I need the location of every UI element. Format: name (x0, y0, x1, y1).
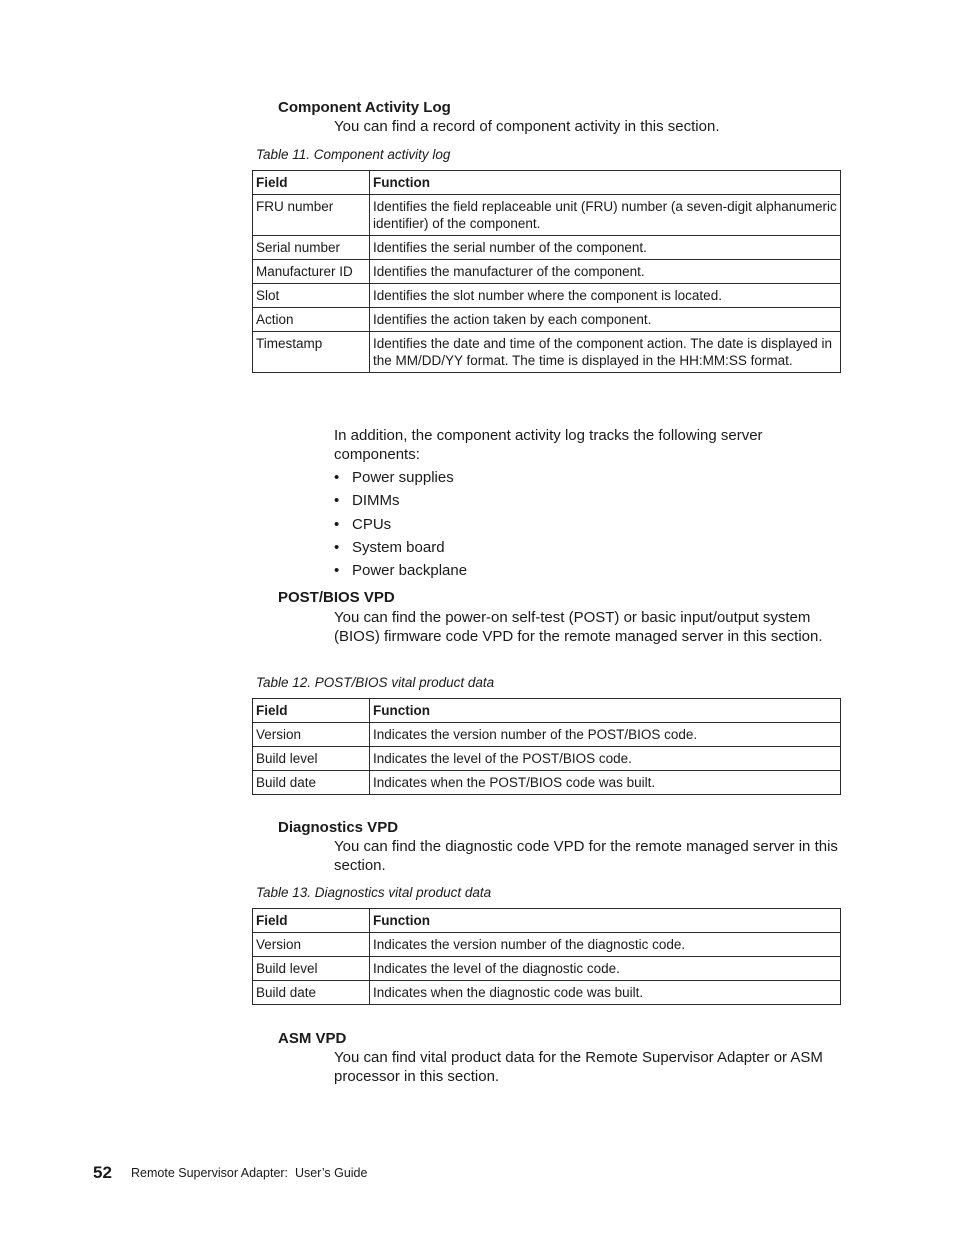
function-cell: Indicates when the diagnostic code was built. (370, 981, 841, 1005)
field-cell: Version (253, 933, 370, 957)
table-row (253, 260, 841, 284)
post-bios-table (252, 698, 841, 795)
field-cell: FRU number (253, 195, 370, 236)
field-cell: Version (253, 723, 370, 747)
section-heading-diagnostics-vpd: Diagnostics VPD (278, 819, 399, 836)
list-item: • Power backplane (334, 561, 467, 584)
list-item: • CPUs (334, 515, 467, 538)
table-caption: Table 11. Component activity log (256, 147, 451, 162)
diagnostics-table (252, 908, 841, 1005)
table-row (253, 284, 841, 308)
field-cell: Timestamp (253, 332, 370, 373)
table-caption: Table 12. POST/BIOS vital product data (256, 675, 495, 690)
page-number: 52 (93, 1163, 112, 1182)
section-heading-component-activity-log: Component Activity Log (278, 99, 451, 116)
function-cell: Identifies the action taken by each component. (370, 308, 841, 332)
section-heading-post-bios-vpd: POST/BIOS VPD (278, 589, 395, 606)
column-header-field: Field (253, 909, 370, 933)
column-header-field: Field (253, 699, 370, 723)
table-row (253, 195, 841, 236)
function-cell: Indicates when the POST/BIOS code was built. (370, 771, 841, 795)
list-item: • System board (334, 538, 467, 561)
section-intro: You can find a record of component activity in this section. (334, 118, 720, 135)
function-cell: Indicates the level of the diagnostic code. (370, 957, 841, 981)
field-cell: Build date (253, 981, 370, 1005)
field-cell: Action (253, 308, 370, 332)
footer-title: Remote Supervisor Adapter: User’s Guide (131, 1166, 368, 1180)
table-header-row (253, 909, 841, 933)
table-row (253, 747, 841, 771)
field-cell: Build level (253, 747, 370, 771)
list-item: • DIMMs (334, 491, 467, 514)
component-list-intro: In addition, the component activity log tracks the following server components: (334, 427, 763, 463)
field-cell: Build date (253, 771, 370, 795)
section-intro: You can find the diagnostic code VPD for the remote managed server in this section. (334, 838, 838, 874)
component-activity-table (252, 170, 841, 373)
field-cell: Slot (253, 284, 370, 308)
table-row (253, 957, 841, 981)
table-row (253, 933, 841, 957)
table-header-row (253, 171, 841, 195)
table-row (253, 332, 841, 373)
table-row (253, 236, 841, 260)
function-cell: Indicates the level of the POST/BIOS code. (370, 747, 841, 771)
table-row (253, 981, 841, 1005)
column-header-field: Field (253, 171, 370, 195)
list-item: • Power supplies (334, 468, 467, 491)
table-row (253, 771, 841, 795)
function-cell: Identifies the serial number of the component. (370, 236, 841, 260)
section-heading-asm-vpd: ASM VPD (278, 1030, 347, 1047)
column-header-function: Function (370, 909, 841, 933)
column-header-function: Function (370, 171, 841, 195)
table-row (253, 308, 841, 332)
field-cell: Build level (253, 957, 370, 981)
function-cell: Indicates the version number of the POST/BIOS code. (370, 723, 841, 747)
function-cell: Identifies the slot number where the component is located. (370, 284, 841, 308)
component-bullet-list (334, 468, 467, 584)
function-cell: Identifies the date and time of the component action. The date is displayed in the MM/DD/YY format. The time is displayed in the HH:MM:SS format. (370, 332, 841, 373)
table-caption: Table 13. Diagnostics vital product data (256, 885, 492, 900)
function-cell: Identifies the field replaceable unit (FRU) number (a seven-digit alphanumeric identifier) of the component. (370, 195, 841, 236)
section-intro: You can find the power-on self-test (POST) or basic input/output system (BIOS) firmware code VPD for the remote managed server in this section. (334, 609, 823, 645)
column-header-function: Function (370, 699, 841, 723)
table-row (253, 723, 841, 747)
function-cell: Identifies the manufacturer of the component. (370, 260, 841, 284)
table-header-row (253, 699, 841, 723)
field-cell: Serial number (253, 236, 370, 260)
field-cell: Manufacturer ID (253, 260, 370, 284)
section-intro: You can find vital product data for the Remote Supervisor Adapter or ASM processor in this section. (334, 1049, 823, 1085)
function-cell: Indicates the version number of the diagnostic code. (370, 933, 841, 957)
